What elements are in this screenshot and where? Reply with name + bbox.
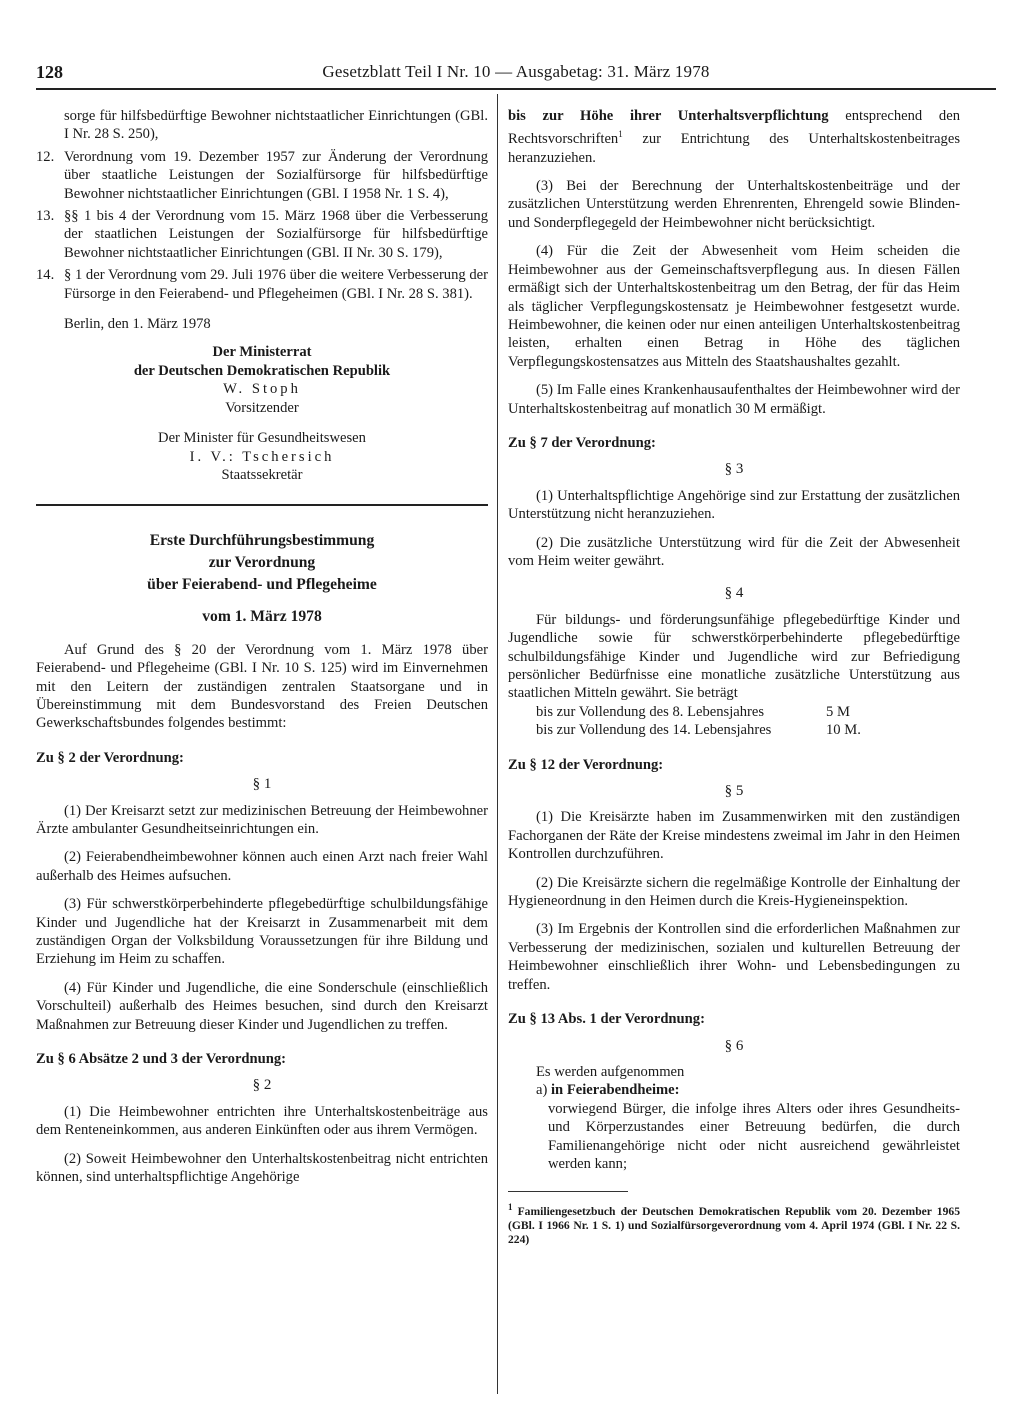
- section-6-title: § 6: [724, 1037, 744, 1054]
- heading-zu-2: Zu § 2 der Verordnung:: [36, 749, 184, 766]
- section-6-item-a: [508, 1081, 960, 1099]
- section-2-para-1: (1) Die Heimbewohner entrichten ihre Unterhaltskostenbeiträge aus dem Renteneinkommen, aus anderen Einkünften oder aus ihrem Vermögen.: [36, 1103, 488, 1139]
- signature-name-2: I. V.: Tschersich: [189, 448, 335, 465]
- preamble: Auf Grund des § 20 der Verordnung vom 1. März 1978 über Feierabend- und Pflegeheime (GBl. I Nr. 10 S. 125) wird im Einvernehmen mit den Leitern der zuständigen zentralen Staatsorgane und in Übereinstimmung mit dem Bundesvorstand des Freien Deutschen Gewerkschaftsbundes folgendes bestimmt:: [36, 641, 488, 732]
- amount-value: 10 M.: [826, 722, 861, 739]
- section-1-para-2: (2) Feierabendheimbewohner können auch einen Arzt nach freier Wahl außerhalb des Heimes aufsuchen.: [36, 849, 488, 884]
- item-a-label: a): [536, 1082, 548, 1099]
- page-number: 128: [36, 62, 63, 82]
- section-3-para-1: (1) Unterhaltspflichtige Angehörige sind zur Erstattung der zusätzlichen Unterstützung nicht heranzuziehen.: [508, 487, 960, 523]
- list-number: 13.: [36, 208, 55, 225]
- section-2-para-2-continued: [508, 107, 960, 167]
- page-header: [36, 62, 996, 90]
- footnote-reference: 1: [618, 129, 623, 140]
- section-5-para-2: (2) Die Kreisärzte sichern die regelmäßige Kontrolle der Einhaltung der Hygieneordnung in den Heimen durch die Kreis-Hygieneinspektion.: [508, 874, 960, 910]
- decree-title-line1: Erste Durchführungsbestimmung: [149, 532, 375, 550]
- list-item: [36, 207, 488, 262]
- section-2-title: § 2: [252, 1077, 272, 1094]
- section-2-para-2: (2) Soweit Heimbewohner den Unterhaltskostenbeitrag nicht entrichten können, sind unterhaltspflichtige Angehörige: [36, 1150, 488, 1186]
- section-separator: [36, 504, 488, 506]
- amount-value: 5 M: [826, 703, 850, 720]
- item-a-title: in Feierabendheime:: [551, 1082, 680, 1099]
- section-1-para-1: (1) Der Kreisarzt setzt zur medizinischen Betreuung der Heimbewohner Ärzte ambulanter Gesundheitseinrichtungen ein.: [36, 802, 488, 837]
- signature-minister: Der Minister für Gesundheitswesen: [158, 430, 366, 447]
- heading-zu-12: Zu § 12 der Verordnung:: [508, 756, 664, 773]
- decree-title-line3: über Feierabend- und Pflegeheime: [147, 576, 377, 594]
- footnote: [508, 1200, 960, 1247]
- section-4-title: § 4: [724, 585, 744, 602]
- column-divider: [497, 94, 498, 1394]
- signature-role-1: Vorsitzender: [225, 399, 299, 416]
- section-3-title: § 3: [724, 461, 744, 478]
- left-column: [36, 107, 488, 1186]
- heading-zu-7: Zu § 7 der Verordnung:: [508, 434, 656, 451]
- place-date: Berlin, den 1. März 1978: [64, 316, 211, 333]
- section-1-para-4: (4) Für Kinder und Jugendliche, die eine Sonderschule (einschließlich Vorschulteil) außerhalb des Heimes besuchen, sind durch den Kreisarzt Maßnahmen zur Betreuung dieser Kinder und Jugendlichen zu treffen.: [36, 979, 488, 1033]
- list-text: §§ 1 bis 4 der Verordnung vom 15. März 1968 über die Verbesserung der staatlichen Leistungen der Sozialfürsorge für hilfsbedürftige Bewohner nichtstaatlicher Einrichtungen (GBl. II Nr. 30 S. 179),: [64, 208, 488, 261]
- section-1-para-3: (3) Für schwerstkörperbehinderte pflegebedürftige schulbildungsfähige Kinder und Jugendliche hat der Kreisarzt in Zusammenarbeit mit dem zuständigen Organ der Volksbildung Voraussetzungen für ihre Bildung und Erziehung im Heim zu schaffen.: [36, 896, 488, 968]
- signature-org-line2: der Deutschen Demokratischen Republik: [133, 362, 391, 379]
- list-continuation: sorge für hilfsbedürftige Bewohner nichtstaatlicher Einrichtungen (GBl. I Nr. 28 S. 250),: [64, 108, 488, 143]
- amount-label: bis zur Vollendung des 14. Lebensjahres: [536, 722, 772, 739]
- section-6-intro: Es werden aufgenommen: [536, 1063, 685, 1080]
- decree-date: vom 1. März 1978: [202, 608, 322, 626]
- section-6-item-a-text: vorwiegend Bürger, die infolge ihres Alters oder ihres Gesundheits- und Körperzustandes einer Betreuung bedürfen, die durch Familienangehörige nicht oder nicht ausreichend gewährleistet werden kann;: [548, 1100, 960, 1172]
- section-3-para-2: (2) Die zusätzliche Unterstützung wird für die Zeit der Abwesenheit vom Heim weiter gewährt.: [508, 534, 960, 569]
- heading-zu-6: Zu § 6 Absätze 2 und 3 der Verordnung:: [36, 1051, 287, 1068]
- section-2-para-4: (4) Für die Zeit der Abwesenheit vom Heim scheiden die Heimbewohner aus der Gemeinschaftsverpflegung aus. In diesen Fällen ermäßigt sich der Unterhaltskostenbeitrag um den Betrag, der für das Heim als täglicher Verpflegungskostensatz je Heimbewohner festgesetzt wurde. Heimbewohner, die keinen oder nur einen anteiligen Unterhaltskostenbeitrag leisten, erhalten einen Betrag in Höhe des täglichen Verpflegungskostensatzes aus Mitteln des Staatshaushaltes gezahlt.: [508, 243, 960, 370]
- list-item: [36, 266, 488, 303]
- amount-row: [508, 703, 960, 721]
- section-1-title: § 1: [252, 776, 272, 793]
- list-number: 14.: [36, 267, 55, 284]
- section-2-para-3: (3) Bei der Berechnung der Unterhaltskostenbeiträge und der zusätzlichen Unterstützung werden Ehrenrenten, Ehrengeld sowie Blinden- und Sonderpflegegeld der Heimbewohner nicht berücksichtigt.: [508, 178, 960, 231]
- list-text: Verordnung vom 19. Dezember 1957 zur Änderung der Verordnung über staatliche Leistungen der Sozialfürsorge für hilfsbedürftige Bewohner nichtstaatlicher Einrichtungen (GBl. I 1958 Nr. 1 S. 4),: [64, 148, 488, 202]
- signature-role-2: Staatssekretär: [221, 466, 303, 483]
- footnote-rule: [508, 1191, 628, 1192]
- decree-title-line2: zur Verordnung: [208, 554, 316, 572]
- section-5-title: § 5: [724, 783, 744, 800]
- signature-name-1: W. Stoph: [223, 381, 301, 398]
- footnote-number: 1: [508, 1202, 513, 1213]
- section-5-para-3: (3) Im Ergebnis der Kontrollen sind die erforderlichen Maßnahmen zur Verbesserung der medizinischen, sozialen und kulturellen Betreuung der Heimbewohner einschließlich ihrer Wohn- und Lebensbedingungen zu treffen.: [508, 921, 960, 993]
- running-title: Gesetzblatt Teil I Nr. 10 — Ausgabetag: 31. März 1978: [322, 62, 710, 81]
- continuation-text-b: zur Entrichtung des Unterhaltskostenbeitrages heranzuziehen.: [508, 131, 960, 166]
- section-5-para-1: (1) Die Kreisärzte haben im Zusammenwirken mit den zuständigen Fachorganen der Räte der Kreise mindestens zweimal im Jahr in den Heimen Kontrollen durchzuführen.: [508, 809, 960, 863]
- list-number: 12.: [36, 148, 55, 165]
- list-item: [36, 148, 488, 203]
- continuation-bold: bis zur Höhe ihrer Unterhaltsverpflichtung: [508, 108, 829, 124]
- heading-zu-13: Zu § 13 Abs. 1 der Verordnung:: [508, 1011, 705, 1028]
- signature-org-line1: Der Ministerrat: [212, 344, 312, 361]
- footnote-text: Familiengesetzbuch der Deutschen Demokratischen Republik vom 20. Dezember 1965 (GBl. I 1966 Nr. 1 S. 1) und Sozialfürsorgeverordnung vom 4. April 1974 (GBl. I Nr. 22 S. 224): [508, 1205, 960, 1247]
- section-4-para: Für bildungs- und förderungsunfähige pflegebedürftige Kinder und Jugendliche sowie für schwerstkörperbehinderte pflegebedürftige schulbildungsfähige Kinder und Jugendliche wird zur Befriedigung persönlicher Bedürfnisse eine monatliche zusätzliche Unterstützung aus staatlichen Mitteln gewährt. Sie beträgt: [508, 611, 960, 702]
- decree-title: [36, 530, 488, 626]
- amount-row: [508, 721, 960, 739]
- continuation-text-a: entsprechend den Rechtsvorschriften: [508, 108, 960, 148]
- section-2-para-5: (5) Im Falle eines Krankenhausaufenthaltes der Heimbewohner wird der Unterhaltskostenbeitrag auf monatlich 30 M ermäßigt.: [508, 382, 960, 417]
- right-column: [508, 107, 960, 1247]
- signature-block: [36, 343, 488, 484]
- amount-label: bis zur Vollendung des 8. Lebensjahres: [536, 703, 765, 720]
- list-text: § 1 der Verordnung vom 29. Juli 1976 über die weitere Verbesserung der Fürsorge in den Feierabend- und Pflegeheimen (GBl. I Nr. 28 S. 381).: [64, 267, 488, 302]
